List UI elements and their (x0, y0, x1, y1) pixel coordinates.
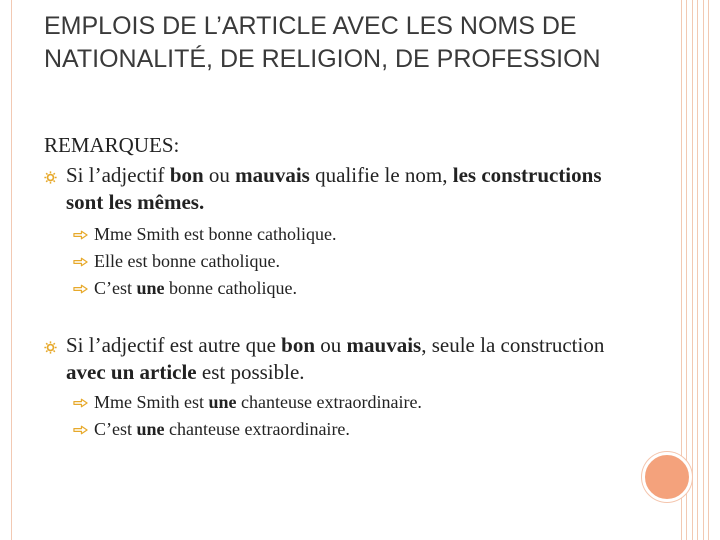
text-segment: C’est (94, 278, 137, 298)
rail-line (708, 0, 709, 540)
text-segment: ou (203, 163, 236, 187)
bullet-item (44, 332, 644, 386)
emphasis-text: une (208, 392, 237, 412)
arrow-bullet-icon (73, 284, 88, 294)
sun-bullet-icon (44, 341, 57, 354)
text-segment: Mme Smith est (94, 392, 209, 412)
arrow-bullet-icon (73, 230, 88, 240)
emphasis-text: les constructions sont les mêmes. (66, 163, 602, 214)
emphasis-text: bon (281, 333, 316, 357)
decorative-circle (642, 452, 692, 502)
emphasis-text: avec un article (66, 360, 197, 384)
rail-line (692, 0, 693, 540)
rail-line (686, 0, 687, 540)
sub-bullet-item (44, 416, 644, 443)
emphasis-text: bon (169, 163, 204, 187)
arrow-bullet-icon (73, 257, 88, 267)
rail-line (697, 0, 698, 540)
text-segment: chanteuse extraordinaire. (164, 419, 350, 439)
text-segment: Si l’adjectif est autre que (66, 333, 282, 357)
remarks-heading: REMARQUES: (44, 133, 180, 157)
emphasis-text: mauvais (346, 333, 422, 357)
sub-bullet-item (44, 275, 644, 302)
emphasis-text: une (136, 278, 165, 298)
frame-left-line (11, 0, 12, 540)
arrow-bullet-icon (73, 425, 88, 435)
text-segment: chanteuse extraordinaire. (236, 392, 422, 412)
text-segment: Elle est bonne catholique. (94, 251, 280, 271)
text-segment: ou (315, 333, 347, 357)
sub-bullet-item (44, 389, 644, 416)
text-segment: Si l’adjectif (66, 163, 170, 187)
text-segment: , seule la construction (421, 333, 605, 357)
bullet-list (44, 162, 644, 443)
emphasis-text: mauvais (235, 163, 310, 187)
sun-bullet-icon (44, 171, 57, 184)
bullet-item (44, 162, 644, 216)
text-segment: est possible. (196, 360, 305, 384)
sub-bullet-item (44, 221, 644, 248)
text-segment: qualifie le nom, (309, 163, 453, 187)
slide-title: EMPLOIS DE L’ARTICLE AVEC LES NOMS DE NATIONALITÉ, DE RELIGION, DE PROFESSION (44, 12, 601, 73)
arrow-bullet-icon (73, 398, 88, 408)
slide-body (44, 132, 644, 443)
text-segment: Mme Smith est bonne catholique. (94, 224, 337, 244)
text-segment: C’est (94, 419, 137, 439)
text-segment: bonne catholique. (164, 278, 297, 298)
rail-line (703, 0, 704, 540)
emphasis-text: une (136, 419, 165, 439)
sub-bullet-item (44, 248, 644, 275)
